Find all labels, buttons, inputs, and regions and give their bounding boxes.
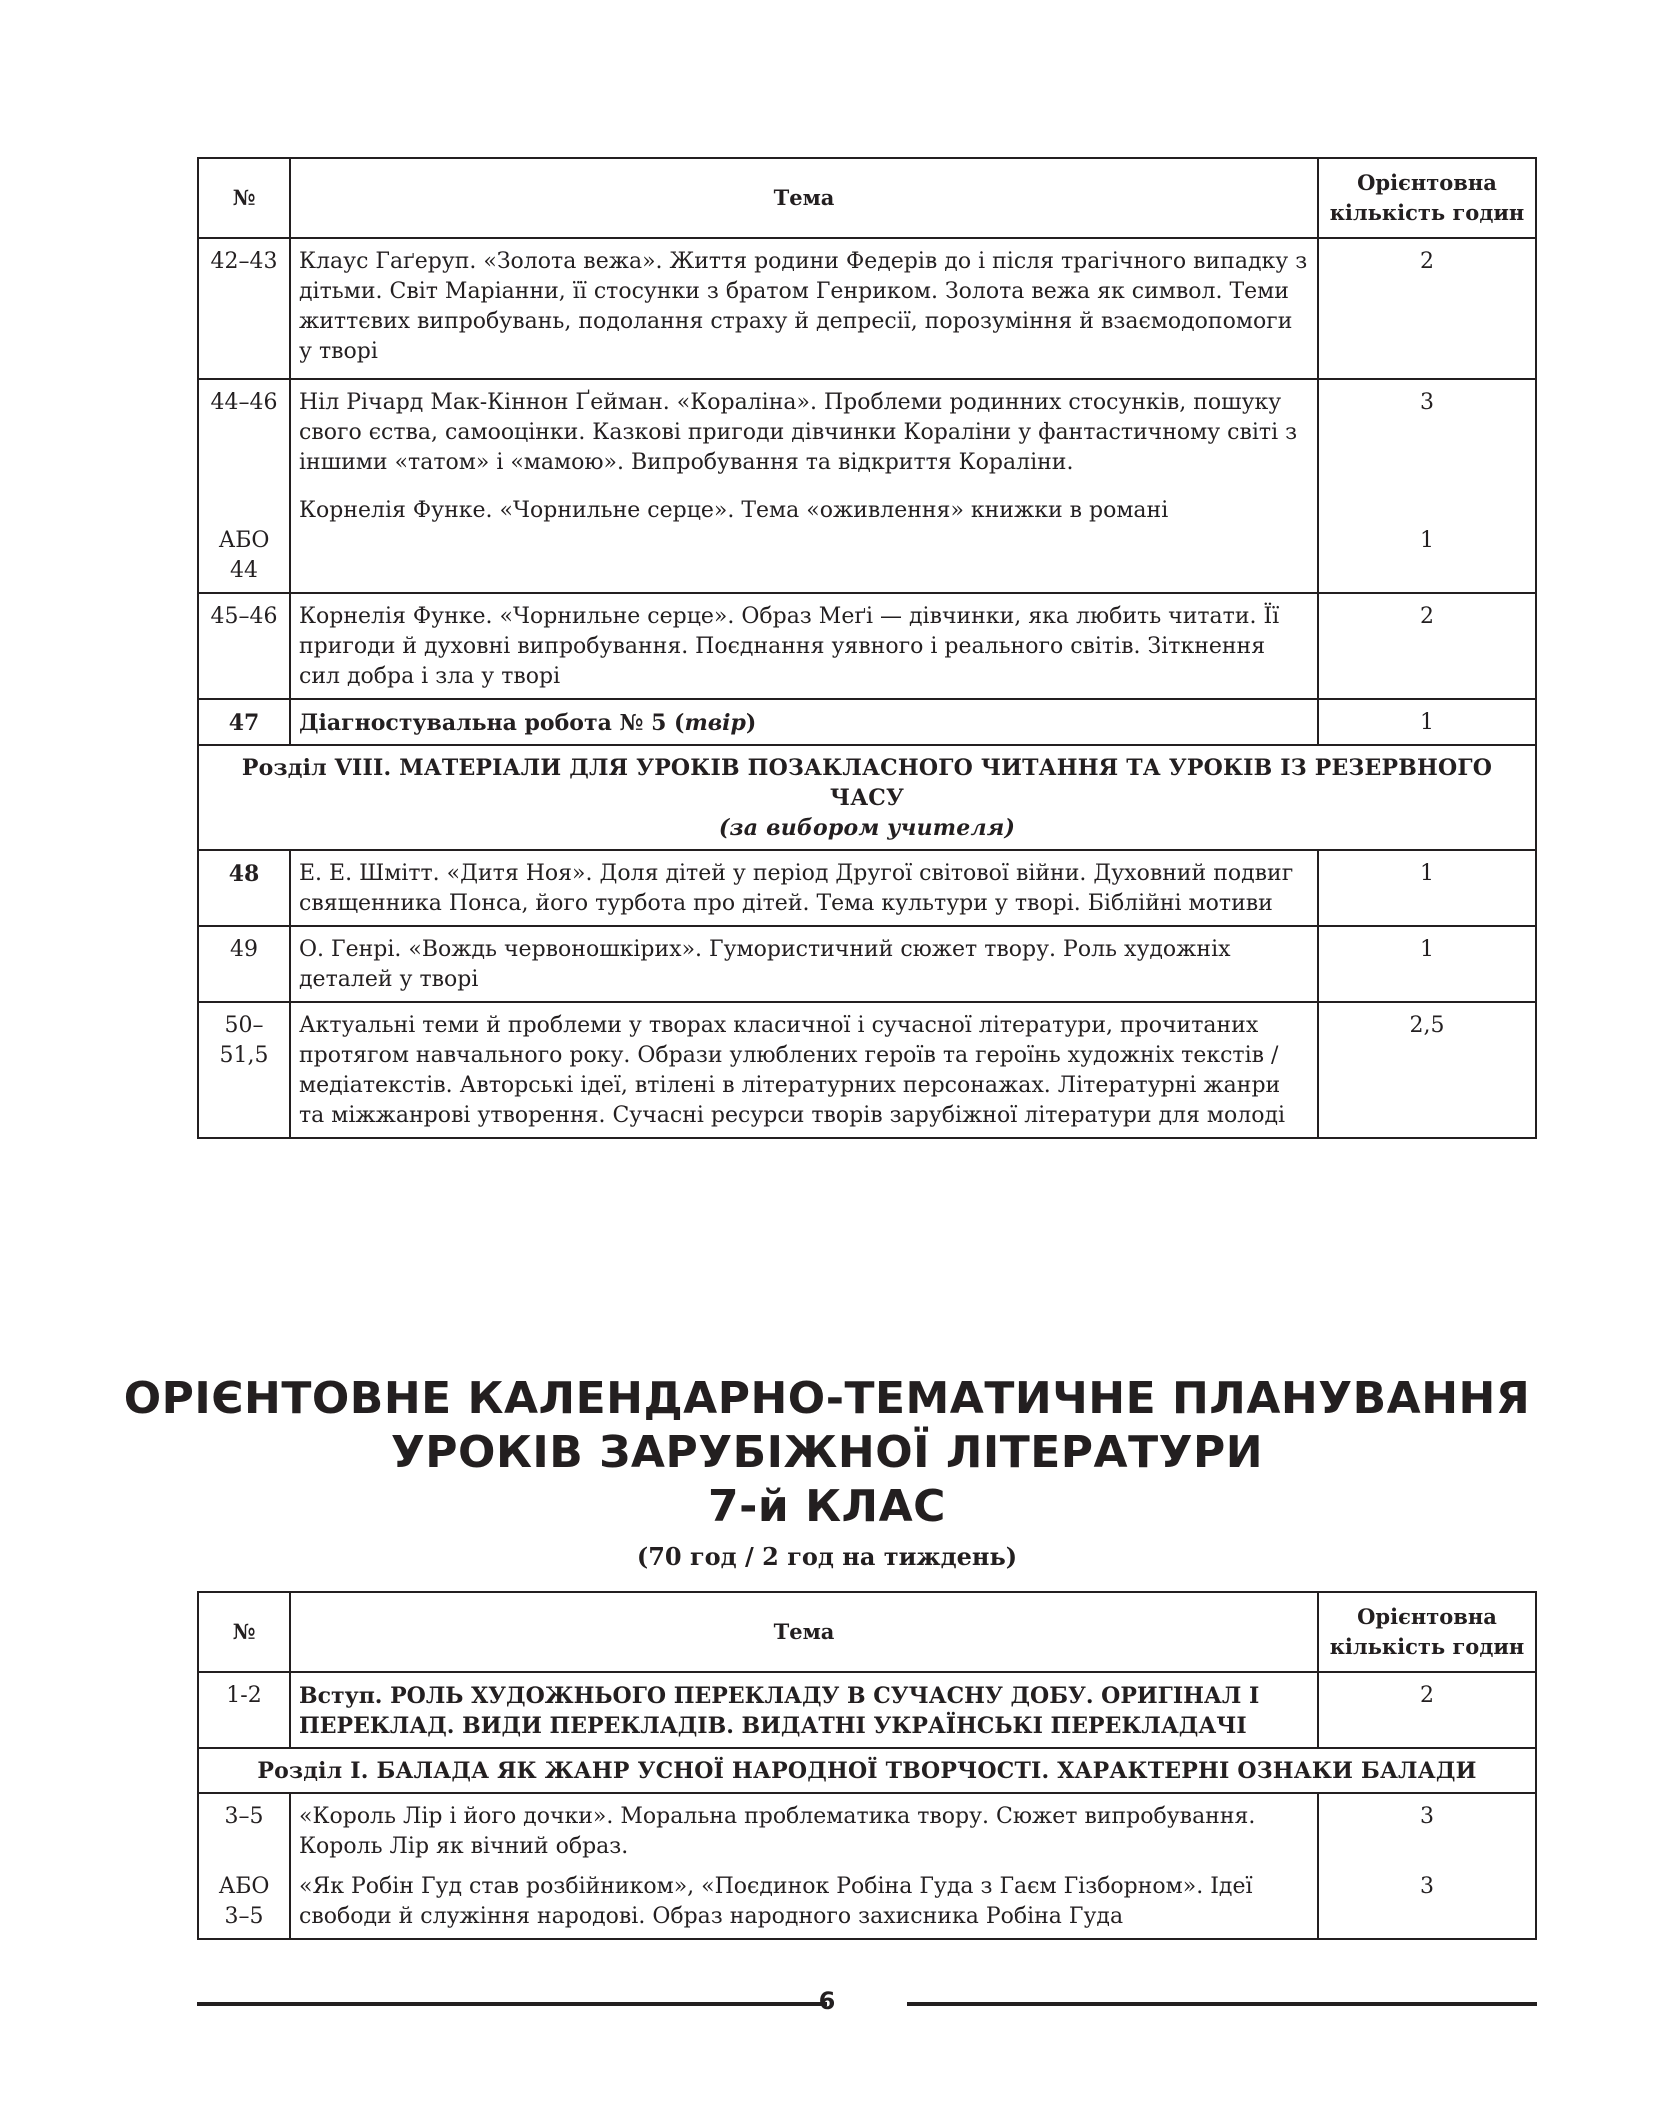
section-title: Розділ VIII. МАТЕРІАЛИ ДЛЯ УРОКІВ ПОЗАКЛАСНОГО ЧИТАННЯ ТА УРОКІВ ІЗ РЕЗЕРВНОГО ЧАСУ — [241, 755, 1493, 811]
row-topic-main: «Король Лір і його дочки». Моральна проблематика твору. Сюжет випробування. Король Лір як вічний образ. — [299, 1804, 1256, 1859]
row-topic-alt: «Як Робін Гуд став розбійником», «Поєдинок Робіна Гуда з Гаєм Гізборном». Ідеї свободи й служіння народові. Образ народного захисника Робіна Гуда — [299, 1874, 1253, 1929]
row-hours: 2,5 — [1318, 1002, 1536, 1138]
row-topic: О. Генрі. «Вождь червоношкірих». Гумористичний сюжет твору. Роль художніх деталей у творі — [290, 926, 1318, 1002]
section-header: Розділ І. БАЛАДА ЯК ЖАНР УСНОЇ НАРОДНОЇ ТВОРЧОСТІ. ХАРАКТЕРНІ ОЗНАКИ БАЛАДИ — [198, 1748, 1536, 1793]
header-hours: Орієнтовна кількість годин — [1318, 158, 1536, 238]
page-title-line2: УРОКІВ ЗАРУБІЖНОЇ ЛІТЕРАТУРИ — [390, 1427, 1264, 1478]
row-hours: 1 — [1318, 850, 1536, 926]
row-topic-alt: Корнелія Функе. «Чорнильне серце». Тема «оживлення» книжки в романі — [299, 498, 1169, 523]
row-hours-main: 3 — [1420, 1804, 1434, 1829]
row-num: 47 — [198, 699, 290, 745]
row-num-alt: АБО 44 — [218, 528, 270, 583]
header-num: № — [198, 158, 290, 238]
table-row — [198, 926, 1536, 1002]
row-hours: 2 — [1318, 1672, 1536, 1748]
table-header-row — [198, 158, 1536, 238]
section-row — [198, 745, 1536, 850]
table-row — [198, 699, 1536, 745]
header-topic: Тема — [290, 1592, 1318, 1672]
page-title-grade: 7-й КЛАС — [708, 1481, 946, 1532]
table-row — [198, 379, 1536, 593]
header-hours: Орієнтовна кількість годин — [1318, 1592, 1536, 1672]
row-topic-close: ) — [745, 710, 757, 736]
row-topic: Е. Е. Шмітт. «Дитя Ноя». Доля дітей у період Другої світової війни. Духовний подвиг священника Понса, його турбота про дітей. Тема культури у творі. Біблійні мотиви — [290, 850, 1318, 926]
row-topic: Клаус Гаґеруп. «Золота вежа». Життя родини Федерів до і після трагічного випадку з дітьми. Світ Маріанни, її стосунки з братом Генриком. Золота вежа як символ. Теми життєвих випробувань, подолання страху й депресії, порозуміння й взаємодопомоги у творі — [290, 238, 1318, 379]
row-topic: Вступ. РОЛЬ ХУДОЖНЬОГО ПЕРЕКЛАДУ В СУЧАСНУ ДОБУ. ОРИГІНАЛ І ПЕРЕКЛАД. ВИДИ ПЕРЕКЛАДІВ. ВИДАТНІ УКРАЇНСЬКІ ПЕРЕКЛАДАЧІ — [290, 1672, 1318, 1748]
row-num — [198, 379, 290, 593]
row-topic — [290, 699, 1318, 745]
table-row — [198, 850, 1536, 926]
header-num: № — [198, 1592, 290, 1672]
row-hours: 2 — [1318, 238, 1536, 379]
table-row — [198, 1672, 1536, 1748]
row-topic — [290, 1793, 1318, 1939]
row-num: 50–51,5 — [198, 1002, 290, 1138]
row-num-main: 44–46 — [210, 390, 278, 415]
row-num: 49 — [198, 926, 290, 1002]
row-hours: 1 — [1318, 699, 1536, 745]
row-num: 45–46 — [198, 593, 290, 699]
row-num — [198, 1793, 290, 1939]
page-title-line1: ОРІЄНТОВНЕ КАЛЕНДАРНО-ТЕМАТИЧНЕ ПЛАНУВАННЯ — [123, 1373, 1531, 1424]
lesson-table-grade6 — [197, 157, 1537, 1139]
section-header — [198, 745, 1536, 850]
section-row — [198, 1748, 1536, 1793]
page-subtitle: (70 год / 2 год на тиждень) — [636, 1542, 1018, 1571]
row-hours — [1318, 1793, 1536, 1939]
table-row — [198, 1793, 1536, 1939]
row-topic-bold: Діагностувальна робота № 5 ( — [299, 710, 685, 736]
row-hours-alt: 1 — [1420, 528, 1434, 553]
row-num-main: 3–5 — [224, 1804, 264, 1829]
row-hours — [1318, 379, 1536, 593]
row-num: 1-2 — [198, 1672, 290, 1748]
table-header-row — [198, 1592, 1536, 1672]
row-topic: Актуальні теми й проблеми у творах класичної і сучасної літератури, прочитаних протягом навчального року. Образи улюблених героїв та героїнь художніх текстів / медіатекстів. Авторські ідеї, втілені в літературних персонажах. Літературні жанри та міжжанрові утворення. Сучасні ресурси творів зарубіжної літератури для молоді — [290, 1002, 1318, 1138]
row-num: 42–43 — [198, 238, 290, 379]
page-number: 6 — [818, 1987, 836, 2015]
row-hours-main: 3 — [1420, 390, 1434, 415]
section-subtitle: (за вибором учителя) — [718, 815, 1016, 841]
table-row — [198, 593, 1536, 699]
row-num: 48 — [198, 850, 290, 926]
row-topic-main: Ніл Річард Мак-Кіннон Ґейман. «Кораліна». Проблеми родинних стосунків, пошуку свого єства, самооцінки. Казкові пригоди дівчинки Кораліни у фантастичному світі з іншими «татом» і «мамою». Випробування та відкриття Кораліни. — [299, 390, 1298, 475]
row-topic-italic: твір — [684, 710, 746, 736]
row-topic — [290, 379, 1318, 593]
row-num-alt: АБО 3–5 — [218, 1874, 270, 1929]
row-topic: Корнелія Функе. «Чорнильне серце». Образ Меґі — дівчинки, яка любить читати. Її пригоди й духовні випробування. Поєднання уявного і реального світів. Зіткнення сил добра і зла у творі — [290, 593, 1318, 699]
row-hours: 2 — [1318, 593, 1536, 699]
table-row — [198, 238, 1536, 379]
lesson-table-grade7 — [197, 1591, 1537, 1940]
row-hours: 1 — [1318, 926, 1536, 1002]
table-row — [198, 1002, 1536, 1138]
row-hours-alt: 3 — [1420, 1874, 1434, 1899]
header-topic: Тема — [290, 158, 1318, 238]
